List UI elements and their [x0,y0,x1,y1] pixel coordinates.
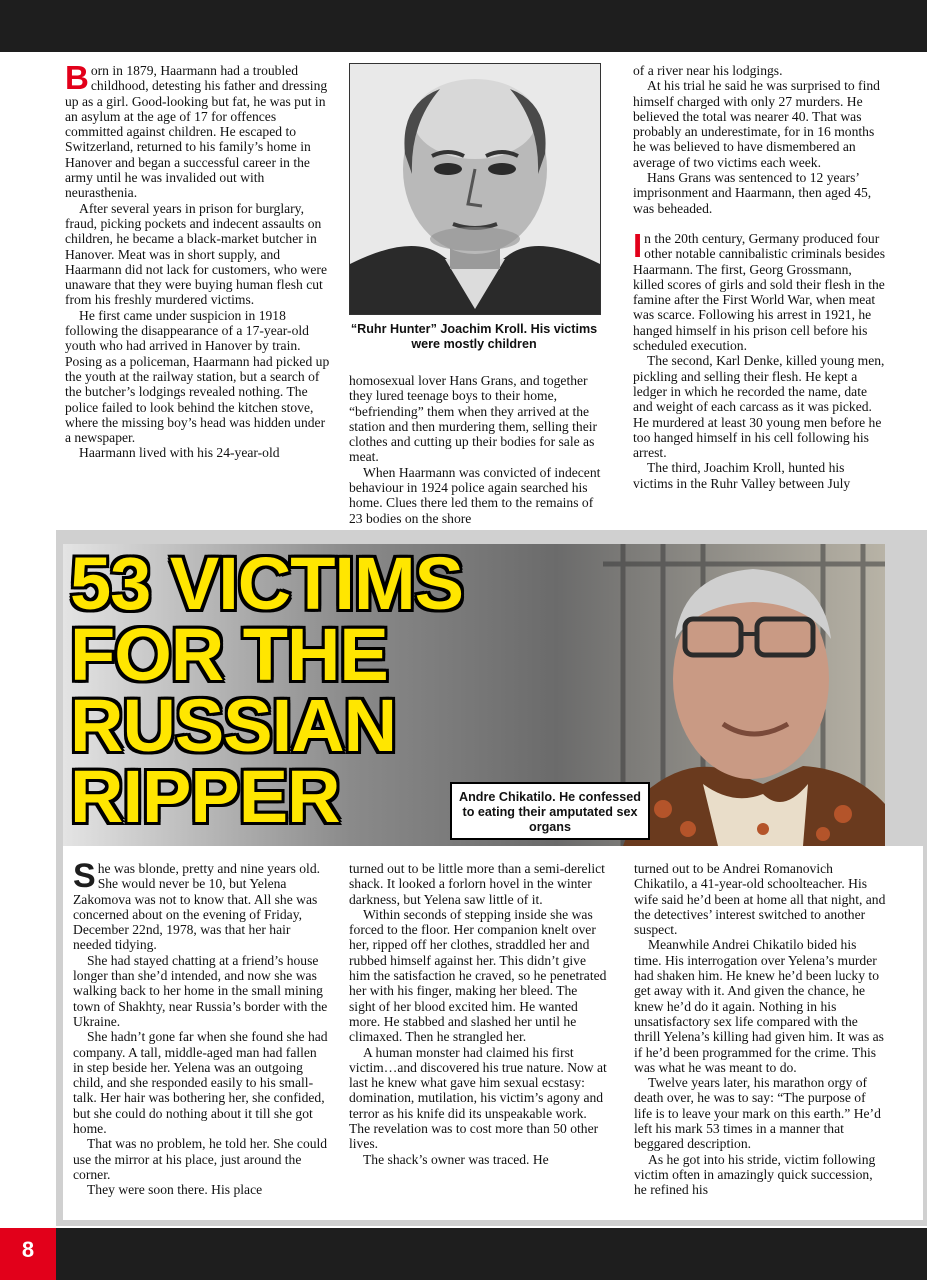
headline-line: 53 VICTIMS [70,542,463,625]
paragraph: turned out to be little more than a semi-derelict shack. It looked a forlorn hovel in the winter darkness, but Yelena saw little of it. [349,861,605,907]
photo-caption: “Ruhr Hunter” Joachim Kroll. His victims were mostly children [350,322,598,351]
paragraph: Twelve years later, his marathon orgy of death over, he was to say: “The purpose of life is to leave your mark on this earth.” He’d left his mark 53 times in a manner that beggared description. [634,1075,881,1152]
feature-column-1 [73,857,328,1198]
paragraph: Born in 1879, Haarmann had a troubled childhood, detesting his father and dressing up as a girl. Good-looking but fat, he was put in an asylum at the age of 17 for offences committed against children. He escaped to Switzerland, returned to his family’s home in Hanover and began a successful career in the army until he was invalided out with neurasthenia. [65,59,328,201]
paragraph: As he got into his stride, victim following victim often in amazingly quick succession, he refined his [634,1151,876,1198]
paragraph: Meanwhile Andrei Chikatilo bided his time. His interrogation over Yelena’s murder had shaken him. He knew he’d been lucky to get away with it. And given the chance, he knew he’d do it again. Nothing in his unsatisfactory sex life compared with the thrill Yelena’s killing had given him. It was as if he’d been programmed for the crime. This was what he was meant to do. [634,937,884,1075]
paragraph: Haarmann lived with his 24-year-old [79,445,280,461]
portrait-image [350,64,600,314]
page-number: 8 [0,1228,56,1280]
article-column-2 [349,373,601,526]
paragraph: At his trial he said he was surprised to find himself charged with only 27 murders. He believed the total was nearer 40. That was probably an underestimate, for in 16 months he was believed to have dismembered an average of two victims each week. [633,78,880,170]
paragraph: After several years in prison for burglary, fraud, picking pockets and indecent assaults on children, he became a black-market butcher in Hanover. Meat was in short supply, and Haarmann did not lack for customers, who were unaware that they were buying human flesh cut from his freshly murdered victims. [65,200,327,308]
drop-cap: S [73,857,96,895]
drop-cap: I [633,226,643,264]
article-column-3 [633,63,885,491]
paragraph: She hadn’t gone far when she found she had company. A tall, middle-aged man had fallen in step beside her. Yelena was an outgoing child, and she responded easily to his small-talk. Her hair was bothering her, she confided, but she could do nothing about it till she got home. [73,1029,328,1137]
paragraph: He first came under suspicion in 1918 following the disappearance of a 17-year-old youth who had arrived in Hanover by train. Posing as a policeman, Haarmann had picked up the youth at the railway station, but a search of the butcher’s lodgings revealed nothing. The police failed to look behind the kitchen stove, where the missing boy’s head was hidden under a newspaper. [65,307,330,446]
paragraph: She had stayed chatting at a friend’s house longer than she’d intended, and now she was walking back to her home in the small mining town of Shakhty, near Russia’s border with the Ukraine. [73,952,328,1029]
drop-cap: B [65,59,89,96]
headline-line: FOR THE [70,613,388,696]
feature-column-2 [349,861,607,1167]
bottom-border [0,1228,927,1280]
joachim-kroll-photo [349,63,601,315]
paragraph: The shack’s owner was traced. He [363,1151,549,1167]
paragraph: homosexual lover Hans Grans, and together they lured teenage boys to their home, “befriending” them when they arrived at the station and then murdering them, selling their clothes and cutting up their bodies for sale as meat. [349,373,598,465]
paragraph: In the 20th century, Germany produced four other notable cannibalistic criminals besides Haarmann. The first, Georg Grossmann, killed scores of girls and sold their flesh in the famine after the First World War, when meat was scarce. Following his arrest in 1921, he hanged himself in his prison cell before his scheduled execution. [633,226,886,354]
headline-line: RUSSIAN [70,684,397,767]
top-border [0,0,927,52]
paragraph: Hans Grans was sentenced to 12 years’ imprisonment and Haarmann, then aged 45, was beheaded. [633,170,872,216]
paragraph: When Haarmann was convicted of indecent behaviour in 1924 police again searched his home. Clues there led them to the remains of 23 bodies on the shore [349,464,601,526]
paragraph: That was no problem, he told her. She could use the mirror at his place, just around the corner. [73,1136,328,1182]
paragraph: Within seconds of stepping inside she was forced to the floor. Her companion knelt over her, ripped off her clothes, straddled her and rubbed himself against her. This didn’t give him the satisfaction he craved, so he penetrated her with his finger, making her bleed. The sight of her blood excited him. He wanted more. He stabbed and slashed her until he climaxed. Then he strangled her. [349,906,607,1045]
paragraph: She was blonde, pretty and nine years old. She would never be 10, but Yelena Zakomova was not to know that. All she was concerned about on the evening of Friday, December 22nd, 1978, was that her hair needed tidying. [73,857,321,953]
paragraph: The third, Joachim Kroll, hunted his victims in the Ruhr Valley between July [633,460,851,491]
paragraph: turned out to be Andrei Romanovich Chikatilo, a 41-year-old schoolteacher. His wife said he’d been at home all that night, and the detectives’ interest switched to another suspect. [634,861,886,938]
feature-column-3 [634,861,886,1198]
feature-photo-caption: Andre Chikatilo. He confessed to eating their amputated sex organs [450,782,650,840]
headline-line: RIPPER [70,755,340,838]
paragraph: The second, Karl Denke, killed young men, pickling and selling their flesh. He kept a ledger in which he recorded the name, date and weight of each carcass as it was picked. He murdered at least 30 young men before he too hanged himself in his cell following his arrest. [633,353,885,461]
paragraph: of a river near his lodgings. [633,63,783,78]
paragraph: They were soon there. His place [87,1182,263,1198]
article-column-1 [65,59,333,461]
paragraph: A human monster had claimed his first victim…and discovered his true nature. Now at last he knew what gave him sexual ecstasy: domination, mutilation, his victim’s agony and terror as his knife did its unspeakable work. The revelation was to cost more than 50 other lives. [349,1044,607,1152]
